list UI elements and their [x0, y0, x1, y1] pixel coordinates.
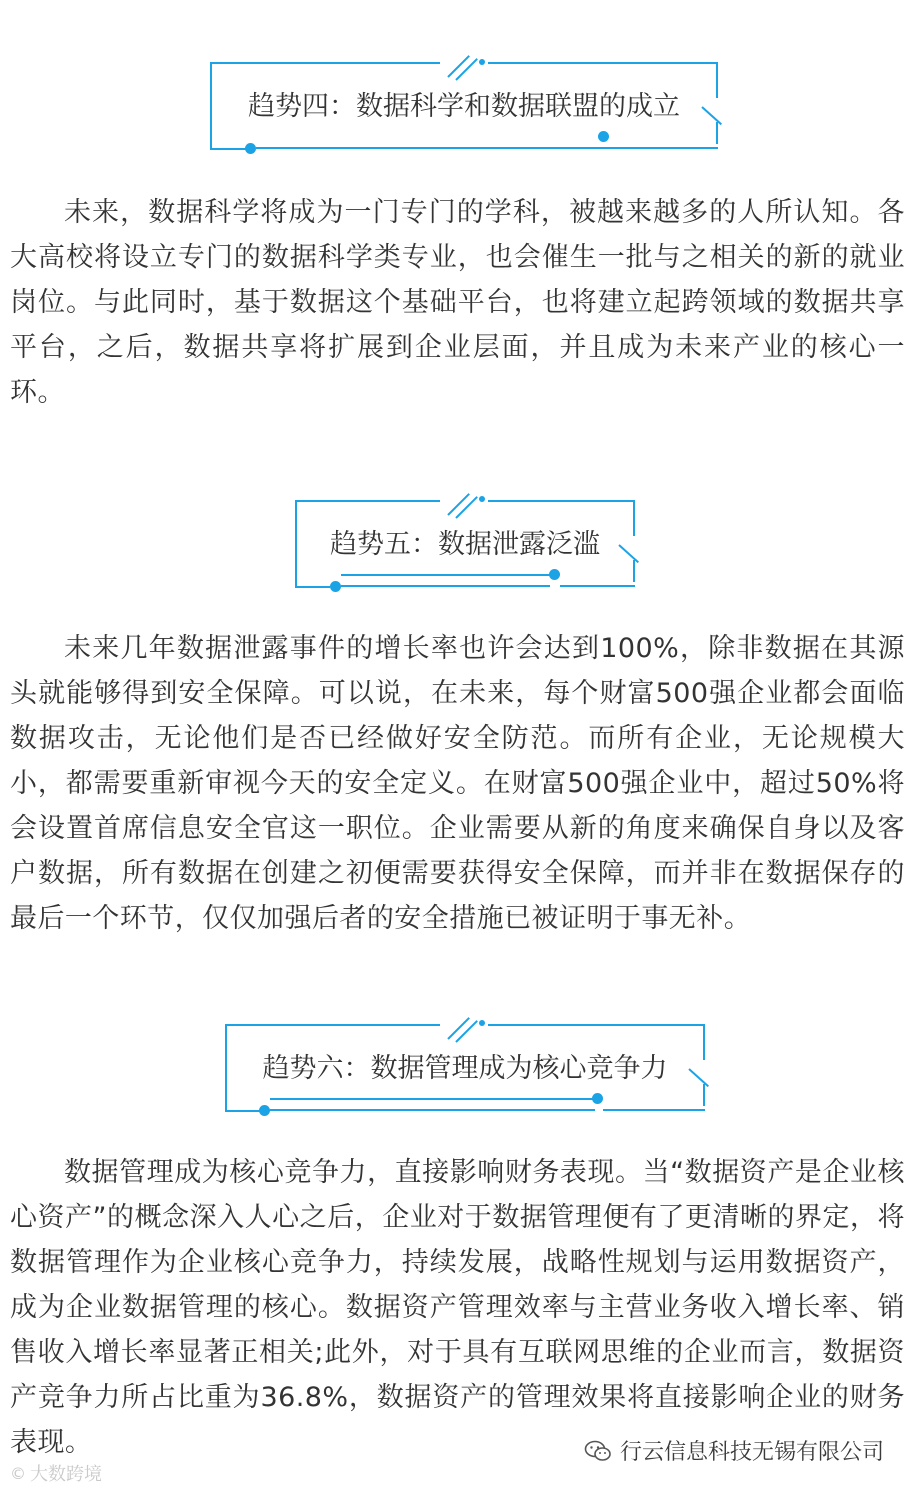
source-attribution [584, 1435, 884, 1466]
section-body-4: 未来，数据科学将成为一门专门的学科，被越来越多的人所认知。各大高校将设立专门的数据科学类专业，也会催生一批与之相关的新的就业岗位。与此同时，基于数据这个基础平台，也将建立起跨领域的数据共享平台，之后，数据共享将扩展到企业层面，并且成为未来产业的核心一环。 [10, 197, 905, 408]
watermark [10, 1460, 102, 1486]
section-title-box-4 [210, 62, 718, 150]
watermark-logo-icon: © [10, 1463, 26, 1483]
section-title-4: 趋势四：数据科学和数据联盟的成立 [248, 91, 680, 122]
section-title-6: 趋势六：数据管理成为核心竞争力 [262, 1053, 668, 1084]
source-name: 行云信息科技无锡有限公司 [619, 1440, 884, 1465]
section-body-6: 数据管理成为核心竞争力，直接影响财务表现。当“数据资产是企业核心资产”的概念深入人心之后，企业对于数据管理便有了更清晰的界定，将数据管理作为企业核心竞争力，持续发展，战略性规划与运用数据资产，成为企业数据管理的核心。数据资产管理效率与主营业务收入增长率、销售收入增长率显著正相关;此外，对于具有互联网思维的企业而言，数据资产竞争力所占比重为36.8%，数据资产的管理效果将直接影响企业的财务表现。 [10, 1157, 905, 1458]
section-body-5: 未来几年数据泄露事件的增长率也许会达到100%，除非数据在其源头就能够得到安全保障。可以说，在未来，每个财富500强企业都会面临数据攻击，无论他们是否已经做好安全防范。而所有企业，无论规模大小，都需要重新审视今天的安全定义。在财富500强企业中，超过50%将会设置首席信息安全官这一职位。企业需要从新的角度来确保自身以及客户数据，所有数据在创建之初便需要获得安全保障，而并非在数据保存的最后一个环节，仅仅加强后者的安全措施已被证明于事无补。 [10, 633, 905, 934]
watermark-text: 大数跨境 [30, 1464, 102, 1485]
section-title-5: 趋势五：数据泄露泛滥 [330, 529, 600, 560]
wechat-icon [584, 1440, 612, 1462]
